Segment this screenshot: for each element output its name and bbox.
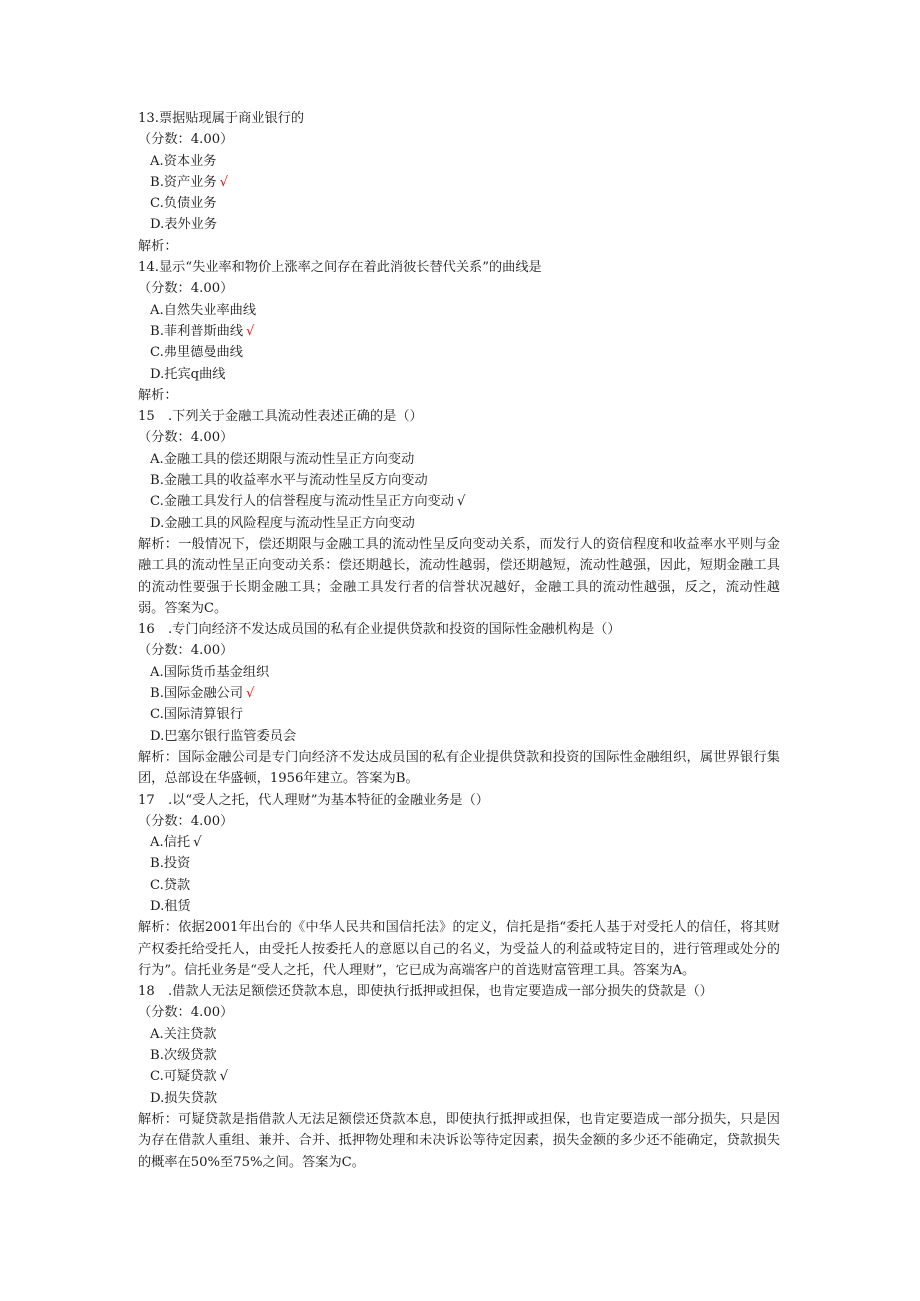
option-d: D.托宾q曲线 bbox=[150, 366, 226, 382]
option-b: B.次级贷款 bbox=[150, 1048, 217, 1064]
question-analysis: 解析：一般情况下，偿还期限与金融工具的流动性呈反向变动关系，而发行人的资信程度和收益率水平则与金融工具的流动性呈正向变动关系：偿还期越长，流动性越弱，偿还期越短，流动性越强，因此，短期金融工具的流动性要强于长期金融工具；金融工具发行者的信誉状况越好，金融工具的流动性越强，反之，流动性越弱。答案为C。 bbox=[138, 536, 780, 616]
option-d: D.巴塞尔银行监管委员会 bbox=[150, 728, 297, 744]
question-18 bbox=[138, 981, 780, 1173]
question-14 bbox=[138, 257, 780, 406]
question-score: （分数：4.00） bbox=[138, 132, 234, 148]
option-a: A.金融工具的偿还期限与流动性呈正方向变动 bbox=[150, 451, 415, 467]
option-d: D.表外业务 bbox=[150, 217, 218, 233]
option-c: C.金融工具发行人的信誉程度与流动性呈正方向变动 √ bbox=[150, 494, 466, 510]
question-title: 18 .借款人无法足额偿还贷款本息，即使执行抵押或担保，也肯定要造成一部分损失的贷款是（） bbox=[138, 984, 713, 1000]
correct-mark: √ bbox=[246, 686, 255, 702]
option-b: B.资产业务 √ bbox=[150, 174, 229, 190]
question-score: （分数：4.00） bbox=[138, 1005, 234, 1021]
option-c: C.负债业务 bbox=[150, 196, 217, 212]
correct-mark: √ bbox=[193, 835, 202, 851]
question-title: 13.票据贴现属于商业银行的 bbox=[138, 111, 305, 126]
question-score: （分数：4.00） bbox=[138, 281, 234, 297]
question-title: 16 .专门向经济不发达成员国的私有企业提供贷款和投资的国际性金融机构是（） bbox=[138, 622, 621, 638]
question-16 bbox=[138, 619, 780, 789]
question-title: 14.显示“失业率和物价上涨率之间存在着此消彼长替代关系”的曲线是 bbox=[138, 260, 542, 276]
option-a: A.资本业务 bbox=[150, 153, 217, 169]
question-analysis: 解析：国际金融公司是专门向经济不发达成员国的私有企业提供贷款和投资的国际性金融组织，属世界银行集团，总部设在华盛顿，1956年建立。答案为B。 bbox=[138, 749, 780, 787]
question-score: （分数：4.00） bbox=[138, 430, 234, 446]
question-score: （分数：4.00） bbox=[138, 813, 234, 829]
correct-mark: √ bbox=[219, 174, 229, 190]
question-title: 15 .下列关于金融工具流动性表述正确的是（） bbox=[138, 409, 423, 425]
option-a: A.信托 √ bbox=[150, 835, 202, 851]
question-analysis: 解析：依据2001年出台的《中华人民共和国信托法》的定义，信托是指“委托人基于对受托人的信任，将其财产权委托给受托人，由受托人按委托人的意愿以自己的名义，为受益人的利益或特定目的，进行管理或处分的行为”。信托业务是“受人之托，代人理财”，它已成为高端客户的首选财富管理工具。答案为A。 bbox=[138, 920, 780, 978]
option-c: C.可疑贷款 √ bbox=[150, 1069, 228, 1085]
question-17 bbox=[138, 790, 780, 982]
question-analysis: 解析：可疑贷款是指借款人无法足额偿还贷款本息，即使执行抵押或担保，也肯定要造成一部分损失，只是因为存在借款人重组、兼并、合并、抵押物处理和未决诉讼等待定因素，损失金额的多少还不能确定，贷款损失的概率在50%至75%之间。答案为C。 bbox=[138, 1111, 780, 1170]
correct-mark: √ bbox=[246, 323, 255, 339]
document-body bbox=[138, 108, 780, 1173]
option-b: B.金融工具的收益率水平与流动性呈反方向变动 bbox=[150, 473, 428, 489]
option-c: C.贷款 bbox=[150, 877, 191, 893]
option-b: B.国际金融公司 √ bbox=[150, 686, 255, 702]
correct-mark: √ bbox=[456, 494, 466, 510]
question-13 bbox=[138, 108, 780, 257]
question-15 bbox=[138, 406, 780, 619]
option-c: C.弗里德曼曲线 bbox=[150, 345, 243, 361]
option-b: B.投资 bbox=[150, 856, 191, 872]
option-b: B.菲利普斯曲线 √ bbox=[150, 323, 255, 339]
question-analysis: 解析： bbox=[138, 387, 178, 403]
option-d: D.金融工具的风险程度与流动性呈正方向变动 bbox=[150, 515, 415, 531]
option-a: A.国际货币基金组织 bbox=[150, 664, 270, 680]
option-c: C.国际清算银行 bbox=[150, 707, 243, 723]
question-analysis: 解析： bbox=[138, 238, 178, 254]
question-score: （分数：4.00） bbox=[138, 643, 234, 659]
question-title: 17 .以“受人之托，代人理财”为基本特征的金融业务是（） bbox=[138, 792, 489, 808]
option-a: A.关注贷款 bbox=[150, 1026, 217, 1042]
correct-mark: √ bbox=[219, 1069, 228, 1085]
option-d: D.租赁 bbox=[150, 898, 191, 914]
option-a: A.自然失业率曲线 bbox=[150, 302, 257, 318]
option-d: D.损失贷款 bbox=[150, 1090, 218, 1106]
